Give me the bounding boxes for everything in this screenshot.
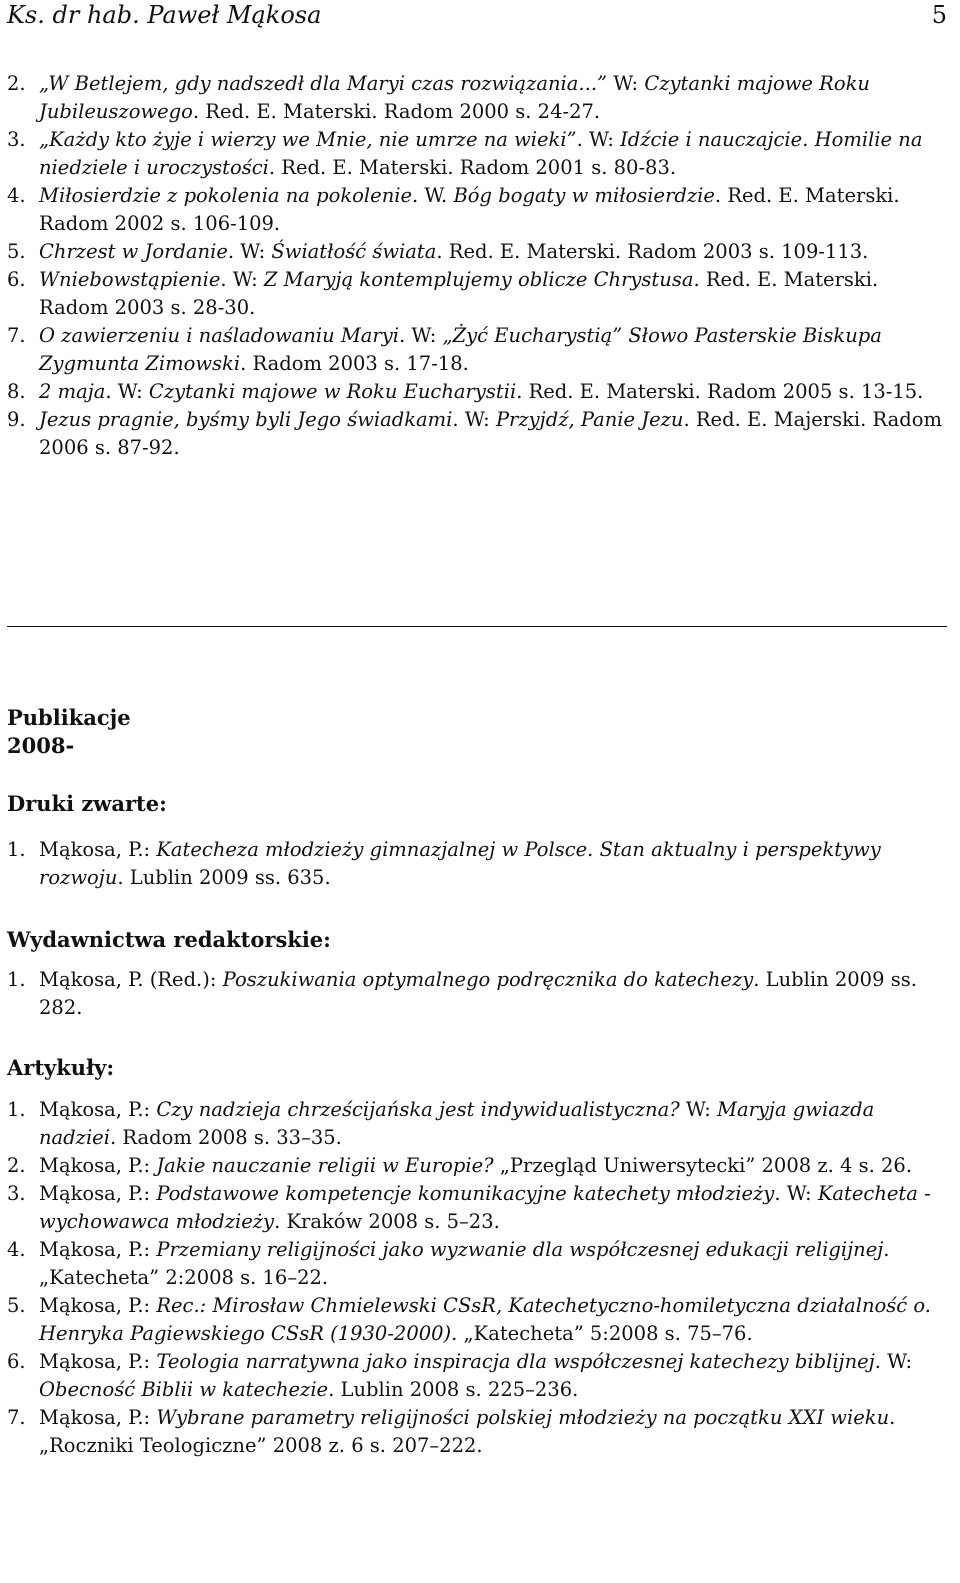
- list-item: 4. Mąkosa, P.: Przemiany religijności jako wyzwanie dla współczesnej edukacji religijnej. „Katecheta” 2:2008 s. 16–22.: [7, 1238, 890, 1289]
- list-item: 5. Mąkosa, P.: Rec.: Mirosław Chmielewski CSsR, Katechetyczno-homiletyczna działalność o. Henryka Pagiewskiego CSsR (1930-2000). „Katecheta” 5:2008 s. 75–76.: [7, 1294, 931, 1345]
- edited-heading: Wydawnictwa redaktorskie:: [7, 927, 331, 952]
- list-item: 9. Jezus pragnie, byśmy byli Jego świadkami. W: Przyjdź, Panie Jezu. Red. E. Majerski. Radom 2006 s. 87-92.: [7, 408, 943, 459]
- list-item: 3. „Każdy kto żyje i wierzy we Mnie, nie umrze na wieki”. W: Idźcie i nauczajcie. Homilie na niedziele i uroczystości. Red. E. Materski. Radom 2001 s. 80-83.: [7, 128, 923, 179]
- edited-list: [7, 966, 947, 1022]
- continued-list: [7, 70, 947, 462]
- page-number: 5: [931, 1, 947, 29]
- running-header: [7, 0, 947, 30]
- list-item: 7. Mąkosa, P.: Wybrane parametry religijności polskiej młodzieży na początku XXI wieku. „Roczniki Teologiczne” 2008 z. 6 s. 207–222.: [7, 1406, 896, 1457]
- list-item: 8. 2 maja. W: Czytanki majowe w Roku Eucharystii. Red. E. Materski. Radom 2005 s. 13-15.: [7, 380, 924, 403]
- list-item: 4. Miłosierdzie z pokolenia na pokolenie. W. Bóg bogaty w miłosierdzie. Red. E. Materski. Radom 2002 s. 106-109.: [7, 184, 900, 235]
- list-item: 6. Mąkosa, P.: Teologia narratywna jako inspiracja dla współczesnej katechezy biblijnej. W: Obecność Biblii w katechezie. Lublin 2008 s. 225–236.: [7, 1350, 913, 1401]
- list-item: 1. Mąkosa, P. (Red.): Poszukiwania optymalnego podręcznika do katechezy. Lublin 2009 ss. 282.: [7, 968, 917, 1019]
- books-heading: Druki zwarte:: [7, 791, 167, 816]
- list-item: 1. Mąkosa, P.: Katecheza młodzieży gimnazjalnej w Polsce. Stan aktualny i perspektywy rozwoju. Lublin 2009 ss. 635.: [7, 838, 881, 889]
- list-item: 2. Mąkosa, P.: Jakie nauczanie religii w Europie? „Przegląd Uniwersytecki” 2008 z. 4 s. 26.: [7, 1154, 913, 1177]
- list-item: 1. Mąkosa, P.: Czy nadzieja chrześcijańska jest indywidualistyczna? W: Maryja gwiazda nadziei. Radom 2008 s. 33–35.: [7, 1098, 875, 1149]
- articles-heading: Artykuły:: [7, 1055, 115, 1080]
- books-list: [7, 836, 947, 892]
- list-item: 3. Mąkosa, P.: Podstawowe kompetencje komunikacyjne katechety młodzieży. W: Katecheta - wychowawca młodzieży. Kraków 2008 s. 5–23.: [7, 1182, 931, 1233]
- publications-heading: Publikacje 2008-: [7, 705, 131, 758]
- articles-list: [7, 1096, 947, 1460]
- list-item: 6. Wniebowstąpienie. W: Z Maryją kontemplujemy oblicze Chrystusa. Red. E. Materski. Radom 2003 s. 28-30.: [7, 268, 879, 319]
- list-item: 5. Chrzest w Jordanie. W: Światłość świata. Red. E. Materski. Radom 2003 s. 109-113.: [7, 240, 869, 263]
- section-divider: [7, 626, 947, 627]
- list-item: 7. O zawierzeniu i naśladowaniu Maryi. W: „Żyć Eucharystią” Słowo Pasterskie Biskupa Zygmunta Zimowski. Radom 2003 s. 17-18.: [7, 324, 882, 375]
- header-author: Ks. dr hab. Paweł Mąkosa: [7, 1, 322, 29]
- list-item: 2. „W Betlejem, gdy nadszedł dla Maryi czas rozwiązania...” W: Czytanki majowe Roku Jubileuszowego. Red. E. Materski. Radom 2000 s. 24-27.: [7, 72, 870, 123]
